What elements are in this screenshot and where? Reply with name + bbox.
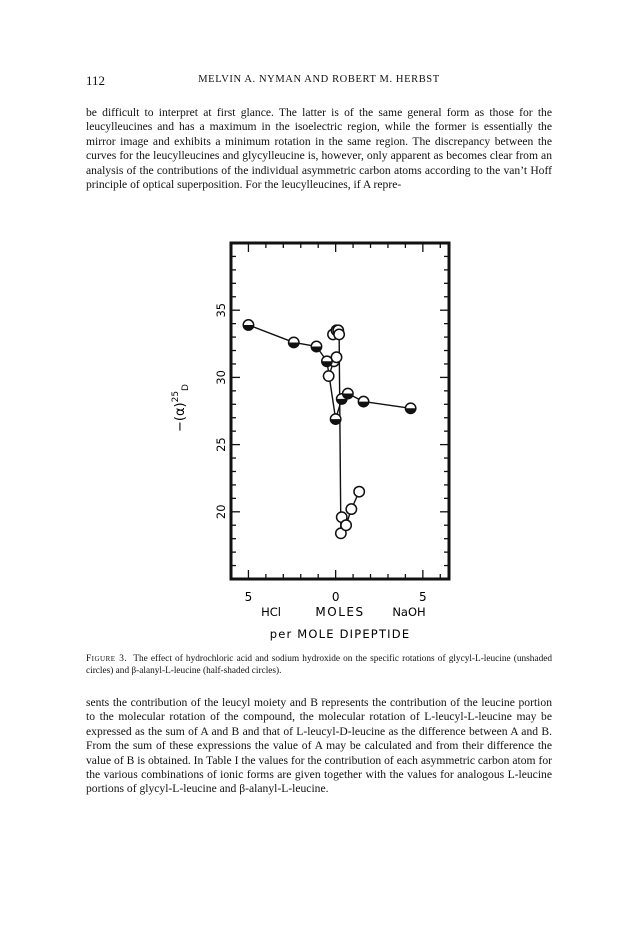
half-shaded-point [330,414,340,424]
half-shaded-point [343,388,353,398]
marker-circle [354,486,364,496]
paragraph-1: be difficult to interpret at first glance. The latter is of the same general form as those for the leucylleucines and has a maximum in the isoelectric region, while the former is essentially the mirror image and exhibits a minimum rotation in the same region. The discrepancy between the curves for the leucylleucines and glycylleucine is, however, only apparent as becomes clear from an analysis of the contributions of the individual asymmetric carbon atoms according to the van’t Hoff principle of optical superposition. For the leucylleucines, if A repre- [86,106,552,192]
y-tick-label: 30 [214,370,228,385]
page-number: 112 [86,73,106,88]
x-tick-label: 5 [244,590,253,604]
open-circle-point [331,352,341,362]
axis-ticks [214,243,449,604]
x-label-hcl: HCl [261,605,281,619]
marker-circle [341,520,351,530]
half-shaded-point [322,356,332,366]
series-2-segment [364,402,411,409]
marker-circle [323,371,333,381]
x-label-naoh: NaOH [392,605,426,619]
axis-labels [171,384,426,641]
y-tick-label: 20 [214,504,228,520]
open-circle-point [346,504,356,514]
marker-circle [334,329,344,339]
half-shaded-point [289,337,299,347]
x-label-moles: MOLES [315,605,365,619]
marker-circle [346,504,356,514]
half-shaded-point [243,320,253,330]
series-1-segment [339,334,341,533]
x-label-line2: per MOLE DIPEPTIDE [269,627,411,641]
y-axis-label: $-(\alpha)^{25}_D$ [171,384,191,432]
series-2-segment [248,325,293,342]
open-circle-point [334,329,344,339]
y-tick-label: 25 [214,437,228,452]
open-circle-point [323,371,333,381]
marker-circle [331,352,341,362]
half-shaded-point [311,341,321,351]
open-circle-point [354,486,364,496]
running-header [86,73,552,89]
figure-3-chart [150,233,460,653]
running-title: MELVIN A. NYMAN AND ROBERT M. HERBST [198,74,440,85]
y-tick-label: 35 [214,302,228,318]
half-shaded-point [405,403,415,413]
x-tick-label: 5 [419,590,427,604]
paragraph-2: sents the contribution of the leucyl moiety and B represents the contribution of the leucine portion to the molecular rotation of the compound, the molecular rotation of L-leucyl-L-leucine may be expressed as the sum of A and B and that of L-leucyl-D-leucine as the difference between A and B. From the sum of these expressions the value of A may be calculated and from their difference the value of B is obtained. In Table I the values for the contribution of each asymmetric carbon atom for the various combinations of ionic forms are given together with the values for analogous L-leucine portions of glycyl-L-leucine and β-alanyl-L-leucine. [86,696,552,796]
figure-label: Figure 3. [86,654,128,664]
series-points [243,320,416,539]
x-tick-label: 0 [331,590,340,604]
half-shaded-point [358,396,368,406]
open-circle-point [341,520,351,530]
figure-caption [86,653,552,677]
caption-text: The effect of hydrochloric acid and sodium hydroxide on the specific rotations of glycyl-L-leucine (unshaded circles) and β-alanyl-L-leucine (half-shaded circles). [86,654,552,676]
